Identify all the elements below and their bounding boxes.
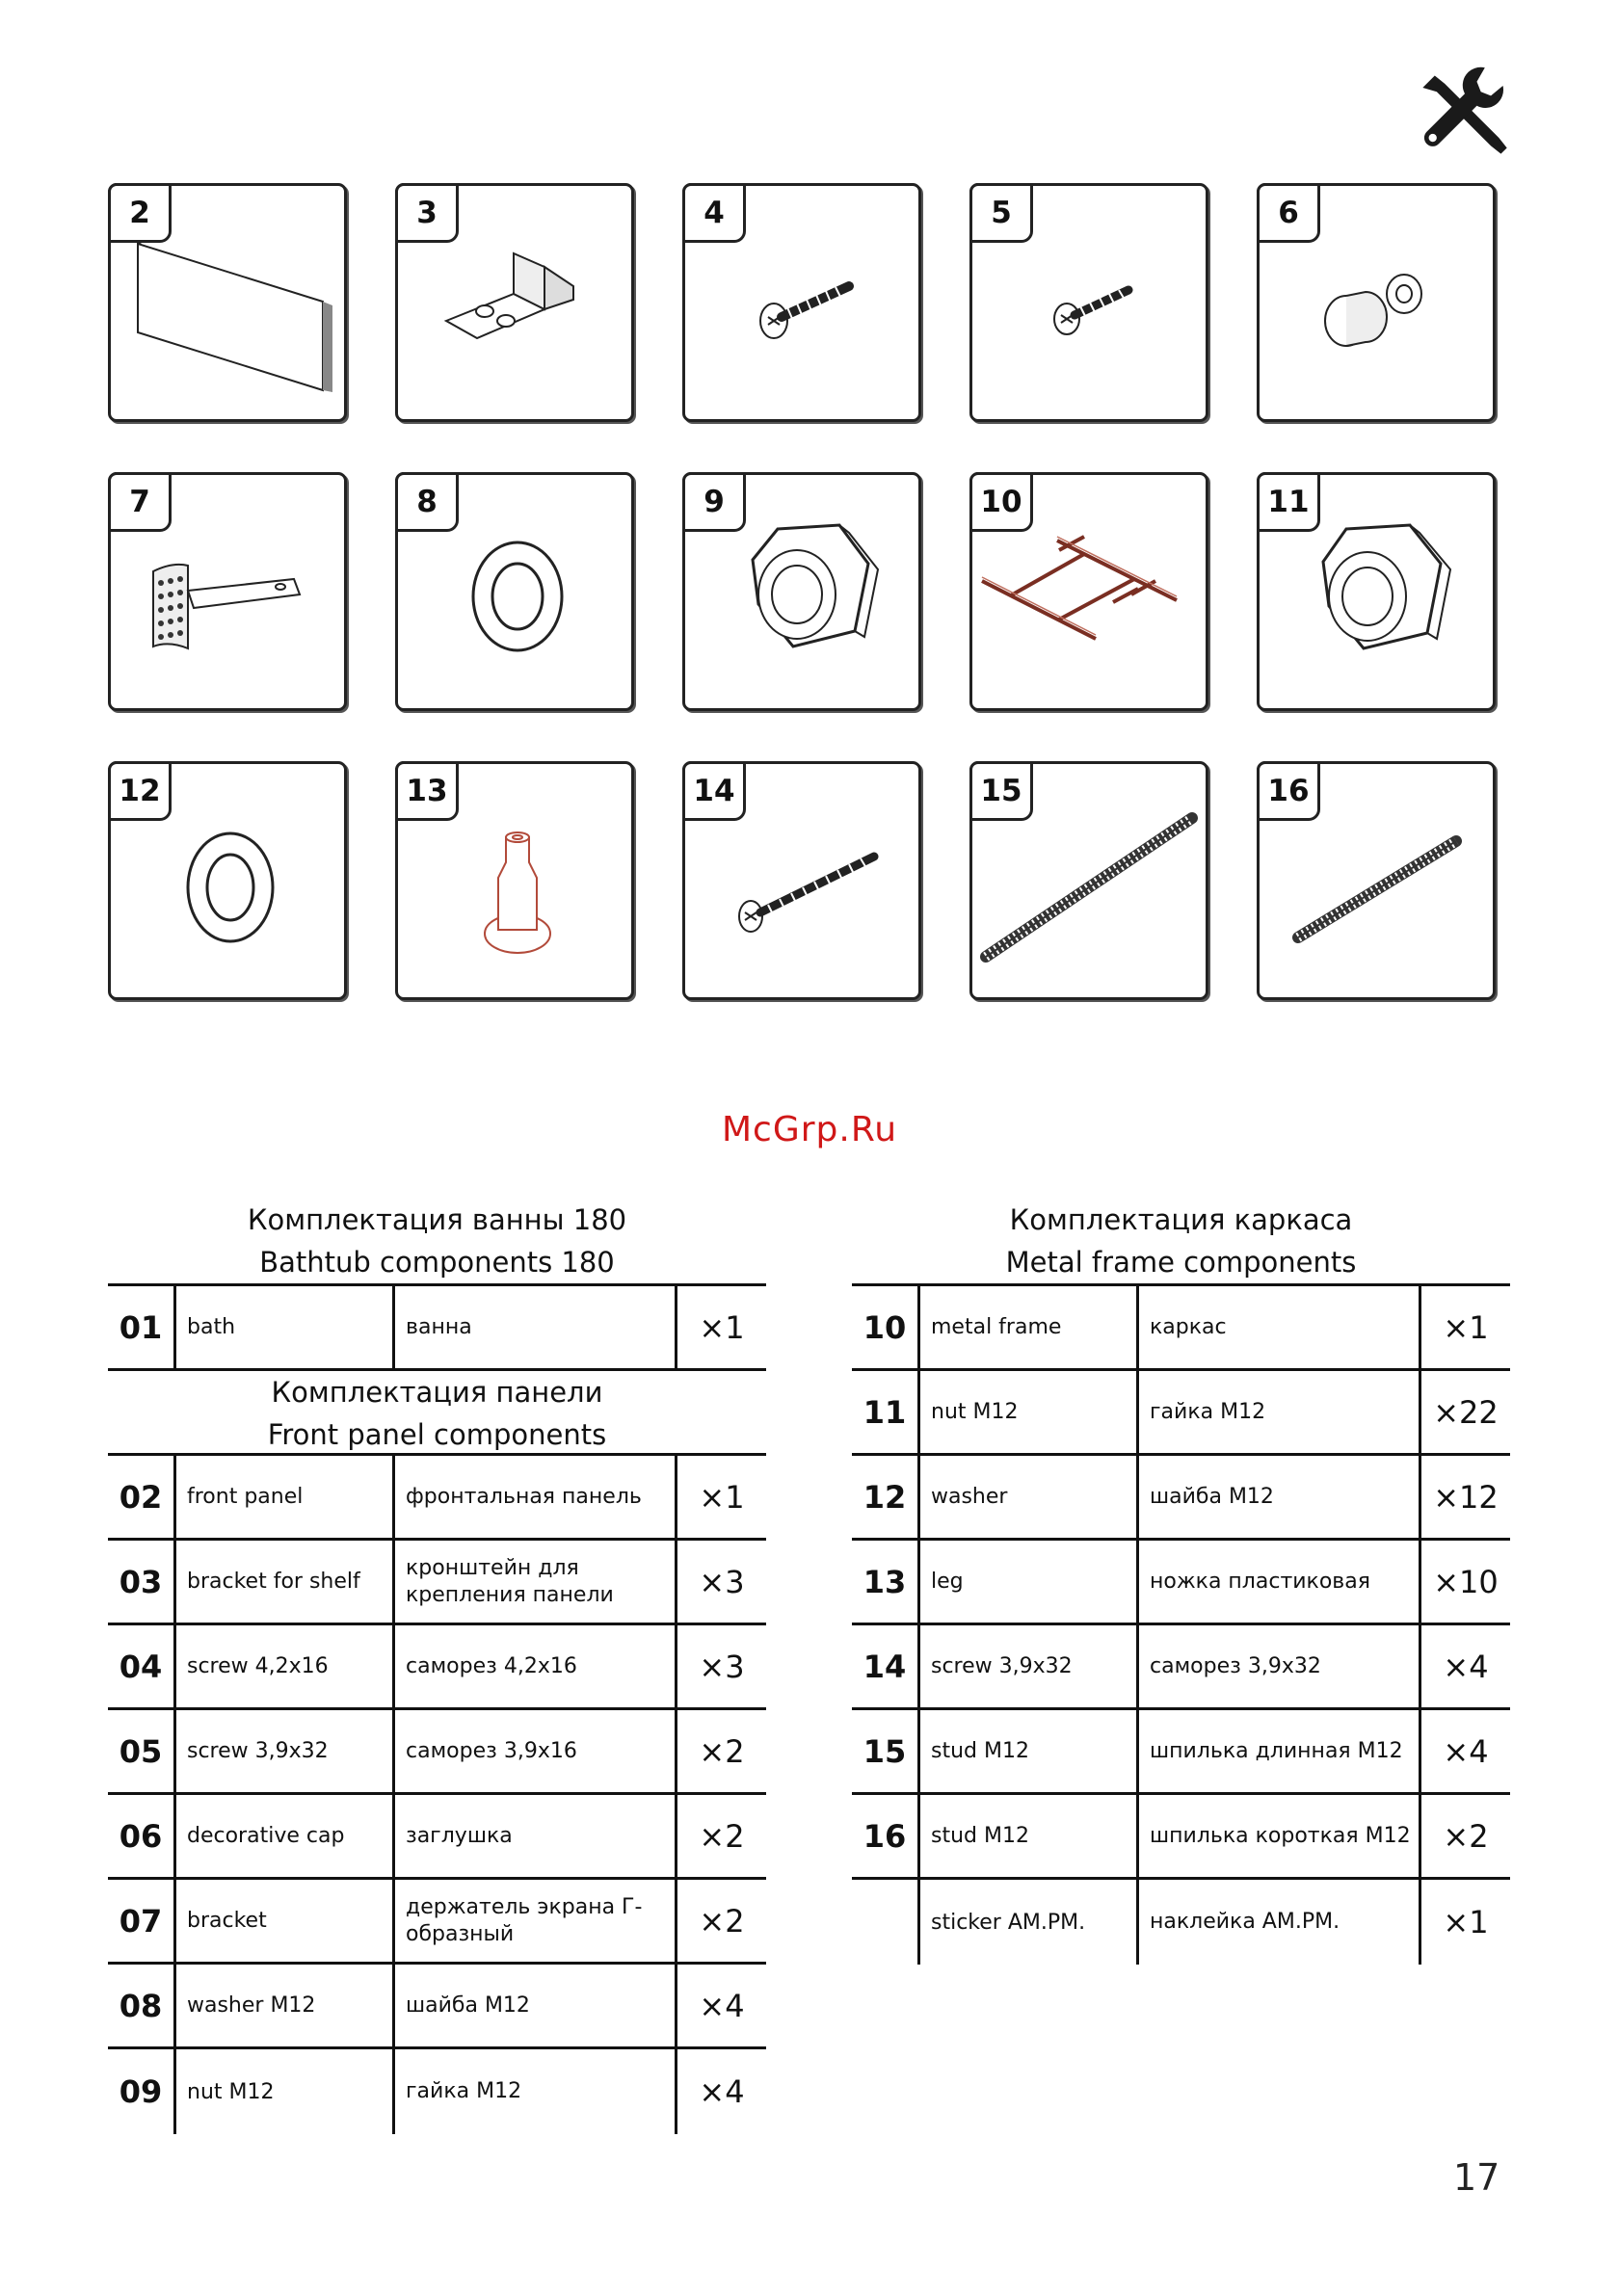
table-row bbox=[108, 1541, 766, 1625]
part-number: 2 bbox=[108, 183, 172, 243]
part-number: 5 bbox=[969, 183, 1033, 243]
part-number: 6 bbox=[1257, 183, 1320, 243]
item-quantity: ×2 bbox=[675, 1710, 766, 1792]
item-number: 03 bbox=[119, 1563, 163, 1600]
item-name-ru: гайка M12 bbox=[392, 2049, 675, 2134]
tools-icon bbox=[1415, 62, 1515, 162]
item-quantity: ×2 bbox=[675, 1795, 766, 1877]
item-number: 05 bbox=[119, 1732, 163, 1770]
part-card-8 bbox=[395, 472, 634, 711]
item-name-ru: шайба M12 bbox=[1136, 1456, 1419, 1538]
frame-title-en: Metal frame components bbox=[1005, 1246, 1357, 1279]
panel-title-en: Front panel components bbox=[267, 1418, 607, 1451]
item-name-en: front panel bbox=[173, 1456, 392, 1538]
item-number: 09 bbox=[119, 2073, 163, 2110]
table-row bbox=[108, 1625, 766, 1710]
part-number: 16 bbox=[1257, 761, 1320, 821]
watermark: McGrp.Ru bbox=[721, 1110, 898, 1149]
item-number: 14 bbox=[863, 1648, 907, 1685]
item-name-ru: держатель экрана Г-образный bbox=[392, 1880, 675, 1962]
panel-title bbox=[108, 1371, 766, 1456]
frame-table bbox=[852, 1283, 1510, 1967]
item-quantity: ×1 bbox=[675, 1286, 766, 1368]
part-card-11 bbox=[1257, 472, 1496, 711]
item-quantity: ×4 bbox=[675, 2049, 766, 2134]
item-number: 04 bbox=[119, 1648, 163, 1685]
table-row bbox=[108, 1710, 766, 1795]
item-number: 16 bbox=[863, 1817, 907, 1855]
part-number: 8 bbox=[395, 472, 459, 532]
item-number: 01 bbox=[119, 1308, 163, 1346]
part-card-9 bbox=[682, 472, 921, 711]
item-name-en: metal frame bbox=[917, 1286, 1136, 1368]
item-name-en: bracket for shelf bbox=[173, 1541, 392, 1623]
item-quantity: ×22 bbox=[1419, 1371, 1510, 1453]
part-card-4 bbox=[682, 183, 921, 422]
bathtub-title bbox=[108, 1199, 766, 1283]
bathtub-title-en: Bathtub components 180 bbox=[259, 1246, 615, 1279]
item-quantity: ×10 bbox=[1419, 1541, 1510, 1623]
table-row bbox=[852, 1371, 1510, 1456]
part-card-16 bbox=[1257, 761, 1496, 1000]
item-name-ru: саморез 3,9x32 bbox=[1136, 1625, 1419, 1707]
part-number: 7 bbox=[108, 472, 172, 532]
item-quantity: ×1 bbox=[675, 1456, 766, 1538]
bathtub-table bbox=[108, 1283, 766, 2141]
item-name-ru: ножка пластиковая bbox=[1136, 1541, 1419, 1623]
item-name-ru: шпилька короткая M12 bbox=[1136, 1795, 1419, 1877]
table-row bbox=[108, 1795, 766, 1880]
item-quantity: ×3 bbox=[675, 1625, 766, 1707]
part-number: 3 bbox=[395, 183, 459, 243]
item-quantity: ×3 bbox=[675, 1541, 766, 1623]
parts-grid bbox=[108, 183, 1513, 1012]
item-name-ru: саморез 3,9x16 bbox=[392, 1710, 675, 1792]
table-row bbox=[108, 2049, 766, 2134]
item-name-en: nut M12 bbox=[917, 1371, 1136, 1453]
item-name-ru: шайба M12 bbox=[392, 1965, 675, 2046]
part-number: 14 bbox=[682, 761, 746, 821]
item-quantity: ×4 bbox=[1419, 1710, 1510, 1792]
table-row bbox=[852, 1880, 1510, 1965]
part-number: 9 bbox=[682, 472, 746, 532]
frame-title-ru: Комплектация каркаса bbox=[1009, 1203, 1353, 1236]
item-quantity: ×2 bbox=[675, 1880, 766, 1962]
part-card-3 bbox=[395, 183, 634, 422]
item-name-en: bath bbox=[173, 1286, 392, 1368]
item-number: 06 bbox=[119, 1817, 163, 1855]
item-number: 02 bbox=[119, 1478, 163, 1516]
item-number: 11 bbox=[863, 1393, 907, 1431]
item-quantity: ×4 bbox=[675, 1965, 766, 2046]
item-number: 15 bbox=[863, 1732, 907, 1770]
part-card-12 bbox=[108, 761, 347, 1000]
table-row bbox=[108, 1286, 766, 1371]
part-card-6 bbox=[1257, 183, 1496, 422]
item-number: 12 bbox=[863, 1478, 907, 1516]
part-number: 4 bbox=[682, 183, 746, 243]
item-number: 10 bbox=[863, 1308, 907, 1346]
item-quantity: ×4 bbox=[1419, 1625, 1510, 1707]
item-name-en: sticker AM.PM. bbox=[917, 1880, 1136, 1965]
part-number: 15 bbox=[969, 761, 1033, 821]
item-name-ru: саморез 4,2x16 bbox=[392, 1625, 675, 1707]
table-row bbox=[852, 1456, 1510, 1541]
item-number: 07 bbox=[119, 1902, 163, 1940]
item-quantity: ×12 bbox=[1419, 1456, 1510, 1538]
item-quantity: ×1 bbox=[1419, 1286, 1510, 1368]
item-name-ru: ванна bbox=[392, 1286, 675, 1368]
part-number: 12 bbox=[108, 761, 172, 821]
item-number bbox=[852, 1880, 917, 1965]
part-card-14 bbox=[682, 761, 921, 1000]
part-number: 10 bbox=[969, 472, 1033, 532]
part-number: 13 bbox=[395, 761, 459, 821]
item-name-en: stud M12 bbox=[917, 1795, 1136, 1877]
table-row bbox=[852, 1286, 1510, 1371]
part-card-2 bbox=[108, 183, 347, 422]
item-name-en: screw 3,9x32 bbox=[173, 1710, 392, 1792]
part-card-7 bbox=[108, 472, 347, 711]
panel-title-ru: Комплектация панели bbox=[271, 1376, 603, 1409]
item-name-en: screw 3,9x32 bbox=[917, 1625, 1136, 1707]
table-row bbox=[852, 1541, 1510, 1625]
item-name-ru: шпилька длинная M12 bbox=[1136, 1710, 1419, 1792]
item-name-ru: каркас bbox=[1136, 1286, 1419, 1368]
item-name-en: bracket bbox=[173, 1880, 392, 1962]
part-card-10 bbox=[969, 472, 1208, 711]
item-name-en: stud M12 bbox=[917, 1710, 1136, 1792]
item-number: 13 bbox=[863, 1563, 907, 1600]
item-name-en: leg bbox=[917, 1541, 1136, 1623]
item-name-en: decorative cap bbox=[173, 1795, 392, 1877]
frame-title bbox=[852, 1199, 1510, 1283]
part-number: 11 bbox=[1257, 472, 1320, 532]
item-name-ru: фронтальная панель bbox=[392, 1456, 675, 1538]
table-row bbox=[852, 1710, 1510, 1795]
item-quantity: ×2 bbox=[1419, 1795, 1510, 1877]
item-name-en: washer bbox=[917, 1456, 1136, 1538]
part-card-13 bbox=[395, 761, 634, 1000]
bathtub-title-ru: Комплектация ванны 180 bbox=[247, 1203, 627, 1236]
part-card-15 bbox=[969, 761, 1208, 1000]
item-name-en: nut M12 bbox=[173, 2049, 392, 2134]
item-name-ru: наклейка AM.PM. bbox=[1136, 1880, 1419, 1965]
page-number: 17 bbox=[1453, 2156, 1500, 2199]
table-row bbox=[852, 1625, 1510, 1710]
item-name-ru: кронштейн для крепления панели bbox=[392, 1541, 675, 1623]
part-card-5 bbox=[969, 183, 1208, 422]
item-name-ru: гайка M12 bbox=[1136, 1371, 1419, 1453]
item-number: 08 bbox=[119, 1987, 163, 2024]
table-row bbox=[108, 1965, 766, 2049]
item-name-en: washer M12 bbox=[173, 1965, 392, 2046]
table-row bbox=[852, 1795, 1510, 1880]
item-quantity: ×1 bbox=[1419, 1880, 1510, 1965]
table-row bbox=[108, 1456, 766, 1541]
item-name-ru: заглушка bbox=[392, 1795, 675, 1877]
item-name-en: screw 4,2x16 bbox=[173, 1625, 392, 1707]
table-row bbox=[108, 1880, 766, 1965]
